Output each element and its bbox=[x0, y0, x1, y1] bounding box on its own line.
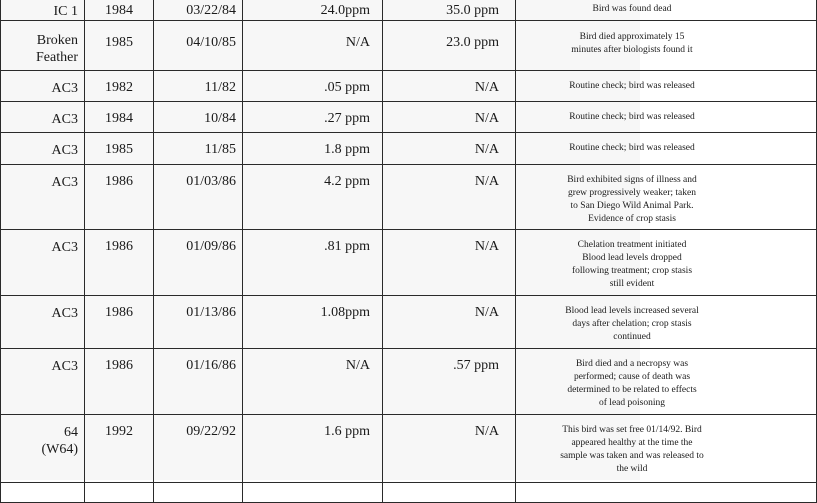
bird-id: AC3 bbox=[51, 240, 78, 255]
comment: Bird was found dead bbox=[592, 4, 672, 14]
tissue-lead-cell bbox=[383, 415, 516, 483]
year-cell bbox=[85, 296, 154, 349]
comment-cell bbox=[516, 415, 817, 483]
bird-id: AC3 bbox=[51, 81, 78, 96]
tissue-lead: N/A bbox=[474, 174, 499, 189]
year-cell bbox=[85, 349, 154, 415]
tissue-lead-cell bbox=[383, 133, 516, 165]
bird-id-cell bbox=[1, 415, 85, 483]
date: 01/16/86 bbox=[186, 358, 236, 373]
tissue-lead: N/A bbox=[474, 239, 499, 254]
bird-id: AC3 bbox=[51, 143, 78, 158]
table-row bbox=[1, 296, 817, 349]
comment: Routine check; bird was released bbox=[569, 112, 695, 122]
year: 1986 bbox=[105, 305, 133, 320]
table-row bbox=[1, 483, 817, 503]
year: 1992 bbox=[105, 424, 133, 439]
blood-lead-cell bbox=[243, 415, 383, 483]
comment-cell bbox=[516, 230, 817, 296]
table-row bbox=[1, 349, 817, 415]
year: 1982 bbox=[105, 80, 133, 95]
date: 01/03/86 bbox=[186, 174, 236, 189]
table-row bbox=[1, 71, 817, 102]
blood-lead-cell bbox=[243, 0, 383, 21]
blood-lead: .05 ppm bbox=[324, 80, 370, 95]
comment: This bird was set free 01/14/92. Bird appeared healthy at the time the sample was taken and was released to the wild bbox=[560, 425, 704, 474]
year: 1986 bbox=[105, 174, 133, 189]
date-cell bbox=[154, 21, 243, 71]
date: 03/22/84 bbox=[186, 3, 236, 18]
date: 11/85 bbox=[204, 142, 236, 157]
comment: Blood lead levels increased several days after chelation; crop stasis continued bbox=[565, 306, 699, 342]
tissue-lead: .57 ppm bbox=[453, 358, 499, 373]
date-cell bbox=[154, 415, 243, 483]
tissue-lead: 35.0 ppm bbox=[446, 3, 499, 18]
tissue-lead: N/A bbox=[474, 111, 499, 126]
tissue-lead-cell bbox=[383, 0, 516, 21]
tissue-lead: 23.0 ppm bbox=[446, 35, 499, 50]
date-cell bbox=[154, 102, 243, 133]
blood-lead: 24.0ppm bbox=[320, 3, 370, 18]
blood-lead-cell bbox=[243, 230, 383, 296]
bird-id-cell bbox=[1, 71, 85, 102]
table-row bbox=[1, 165, 817, 230]
year: 1984 bbox=[105, 3, 133, 18]
year-cell bbox=[85, 21, 154, 71]
comment-cell bbox=[516, 349, 817, 415]
comment: Bird died approximately 15 minutes after biologists found it bbox=[571, 32, 693, 55]
bird-id-cell bbox=[1, 296, 85, 349]
date-cell bbox=[154, 71, 243, 102]
comment-cell bbox=[516, 21, 817, 71]
tissue-lead-cell bbox=[383, 349, 516, 415]
bird-id-cell bbox=[1, 102, 85, 133]
comment: Bird exhibited signs of illness and grew progressively weaker; taken to San Diego Wild Animal Park. Evidence of crop stasis bbox=[567, 175, 697, 224]
date: 04/10/85 bbox=[186, 35, 236, 50]
year-cell bbox=[85, 133, 154, 165]
bird-id: AC3 bbox=[51, 112, 78, 127]
bird-id: AC3 bbox=[51, 306, 78, 321]
table-row bbox=[1, 0, 817, 21]
year: 1984 bbox=[105, 111, 133, 126]
comment: Routine check; bird was released bbox=[569, 143, 695, 153]
blood-lead-cell bbox=[243, 296, 383, 349]
bird-id-cell bbox=[1, 230, 85, 296]
year: 1985 bbox=[105, 35, 133, 50]
year: 1985 bbox=[105, 142, 133, 157]
blood-lead: 4.2 ppm bbox=[324, 174, 370, 189]
blood-lead: 1.8 ppm bbox=[324, 142, 370, 157]
date-cell bbox=[154, 0, 243, 21]
year-cell bbox=[85, 102, 154, 133]
year-cell bbox=[85, 165, 154, 230]
table-row bbox=[1, 21, 817, 71]
table-row bbox=[1, 133, 817, 165]
blood-lead-cell bbox=[243, 21, 383, 71]
bird-id: AC3 bbox=[51, 175, 78, 190]
tissue-lead: N/A bbox=[474, 142, 499, 157]
tissue-lead-cell bbox=[383, 21, 516, 71]
tissue-lead-cell bbox=[383, 230, 516, 296]
comment-cell bbox=[516, 165, 817, 230]
year-cell bbox=[85, 230, 154, 296]
year: 1986 bbox=[105, 358, 133, 373]
comment-cell bbox=[516, 0, 817, 21]
comment: Chelation treatment initiated Blood lead levels dropped following treatment; crop stasis still evident bbox=[571, 240, 693, 289]
tissue-lead-cell bbox=[383, 102, 516, 133]
bird-id-cell bbox=[1, 133, 85, 165]
date-cell bbox=[154, 165, 243, 230]
blood-lead: 1.6 ppm bbox=[324, 424, 370, 439]
blood-lead-cell bbox=[243, 133, 383, 165]
tissue-lead-cell bbox=[383, 165, 516, 230]
bird-id: 64 (W64) bbox=[41, 425, 78, 457]
blood-lead-cell bbox=[243, 71, 383, 102]
blood-lead: .81 ppm bbox=[324, 239, 370, 254]
date-cell bbox=[154, 230, 243, 296]
year-cell bbox=[85, 415, 154, 483]
date-cell bbox=[154, 349, 243, 415]
comment-cell bbox=[516, 102, 817, 133]
year: 1986 bbox=[105, 239, 133, 254]
date: 10/84 bbox=[204, 111, 236, 126]
date: 01/13/86 bbox=[186, 305, 236, 320]
blood-lead: N/A bbox=[345, 35, 370, 50]
bird-id: AC3 bbox=[51, 359, 78, 374]
comment-cell bbox=[516, 296, 817, 349]
table-row bbox=[1, 102, 817, 133]
tissue-lead: N/A bbox=[474, 305, 499, 320]
comment: Routine check; bird was released bbox=[569, 81, 695, 91]
tissue-lead-cell bbox=[383, 296, 516, 349]
comment: Bird died and a necropsy was performed; cause of death was determined to be related to effects of lead poisoning bbox=[567, 359, 697, 408]
bird-id: Broken Feather bbox=[36, 33, 78, 65]
bird-id-cell bbox=[1, 21, 85, 71]
table-row bbox=[1, 230, 817, 296]
comment-cell bbox=[516, 133, 817, 165]
tissue-lead: N/A bbox=[474, 80, 499, 95]
year-cell bbox=[85, 0, 154, 21]
blood-lead-cell bbox=[243, 349, 383, 415]
date: 11/82 bbox=[204, 80, 236, 95]
year-cell bbox=[85, 71, 154, 102]
date: 09/22/92 bbox=[186, 424, 236, 439]
table-row bbox=[1, 415, 817, 483]
tissue-lead: N/A bbox=[474, 424, 499, 439]
blood-lead: 1.08ppm bbox=[320, 305, 370, 320]
blood-lead: N/A bbox=[345, 358, 370, 373]
bird-id: IC 1 bbox=[53, 4, 78, 19]
bird-id-cell bbox=[1, 165, 85, 230]
tissue-lead-cell bbox=[383, 71, 516, 102]
blood-lead: .27 ppm bbox=[324, 111, 370, 126]
comment-cell bbox=[516, 71, 817, 102]
blood-lead-cell bbox=[243, 102, 383, 133]
date-cell bbox=[154, 133, 243, 165]
date: 01/09/86 bbox=[186, 239, 236, 254]
bird-id-cell bbox=[1, 0, 85, 21]
date-cell bbox=[154, 296, 243, 349]
bird-id-cell bbox=[1, 349, 85, 415]
blood-lead-cell bbox=[243, 165, 383, 230]
